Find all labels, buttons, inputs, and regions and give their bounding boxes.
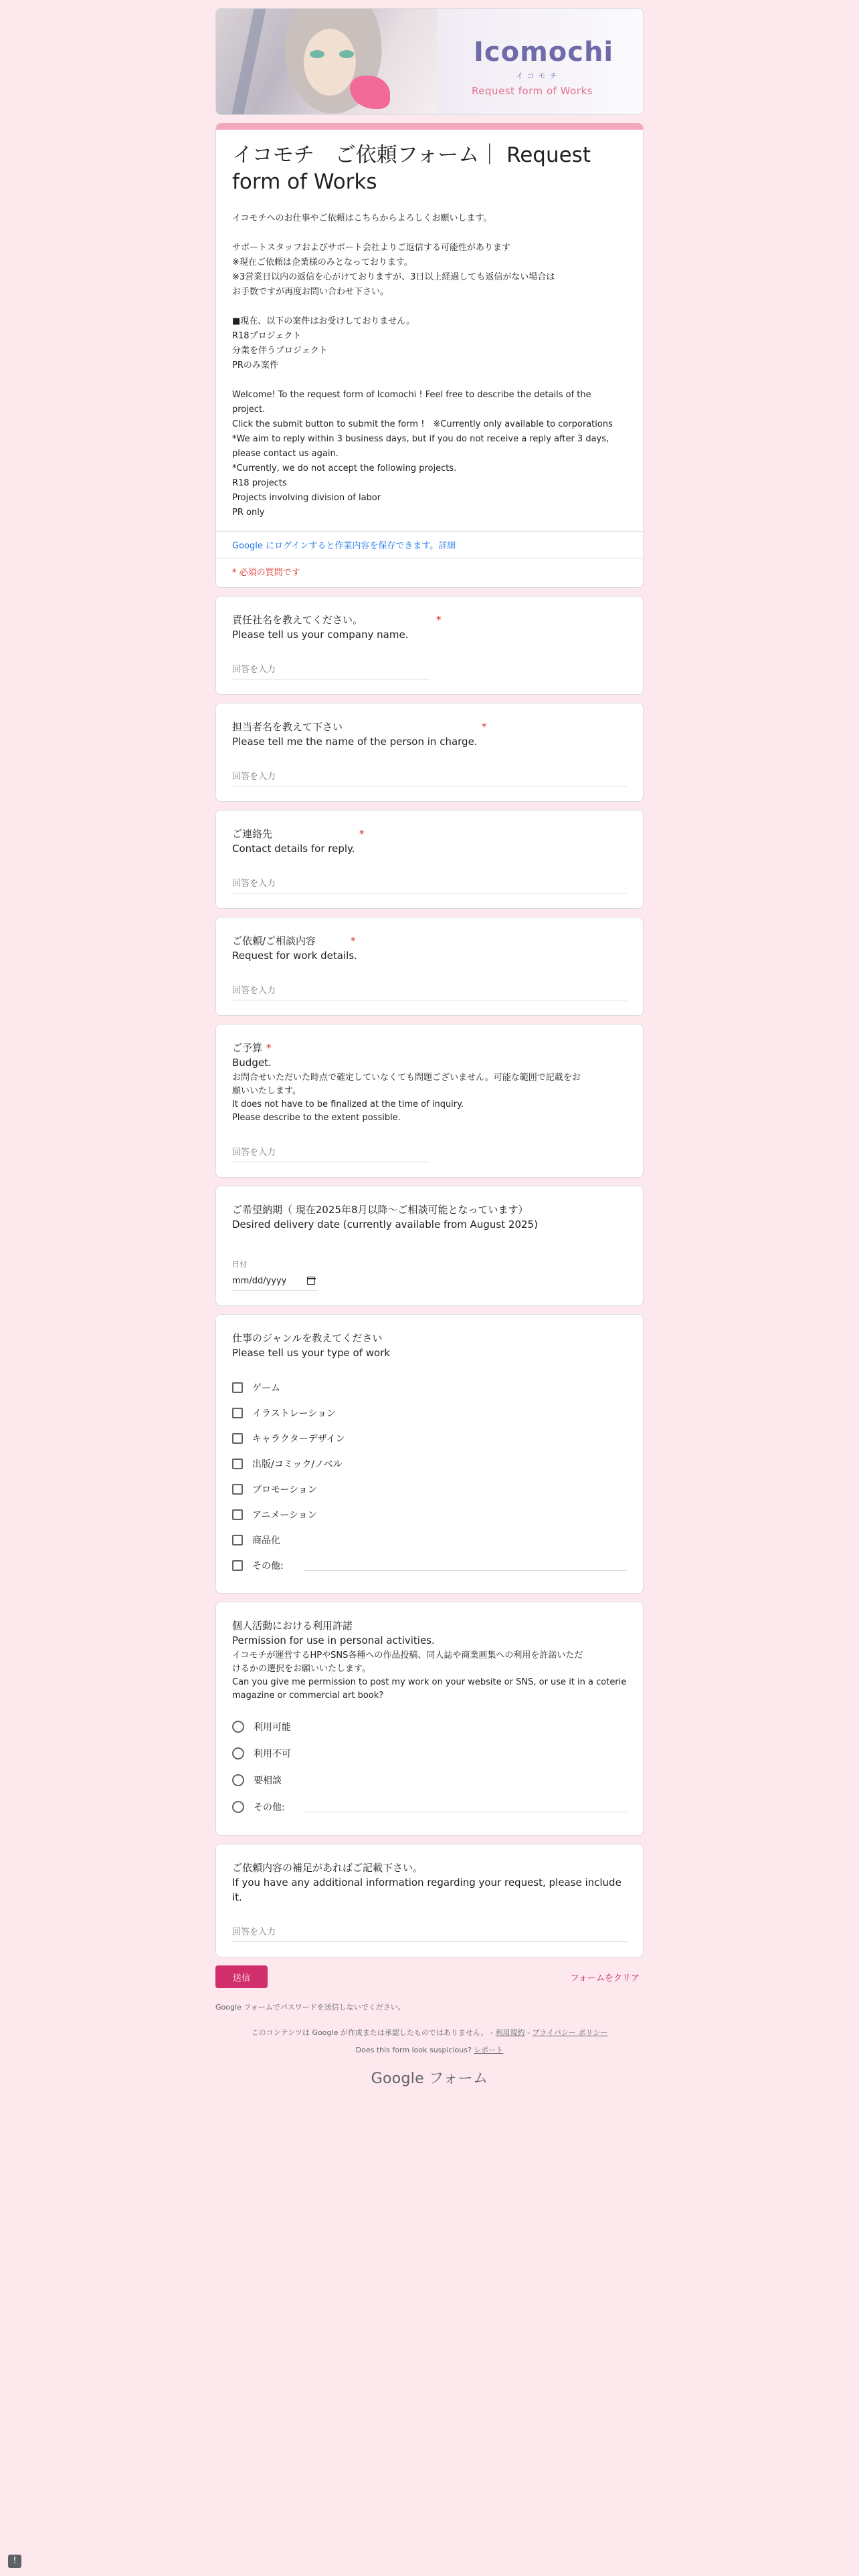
genre-other-input[interactable] <box>304 1561 627 1571</box>
permission-option-available[interactable] <box>232 1713 627 1740</box>
permission-option-other[interactable] <box>232 1794 627 1820</box>
checkbox[interactable] <box>232 1560 243 1571</box>
genre-option-merchandise[interactable] <box>232 1527 627 1553</box>
question-title: ご連絡先 <box>232 828 273 840</box>
option-label: 出版/コミック/ノベル <box>252 1459 343 1470</box>
checkbox[interactable] <box>232 1433 243 1444</box>
question-contact-details <box>215 810 644 909</box>
question-additional-info <box>215 1844 644 1957</box>
date-label: 日付 <box>232 1260 247 1269</box>
option-label: プロモーション <box>252 1485 317 1495</box>
suspicious-notice <box>215 2044 644 2055</box>
header-banner <box>215 8 644 115</box>
permission-other-input[interactable] <box>305 1802 627 1812</box>
option-label: イラストレーション <box>252 1408 337 1419</box>
required-note: * 必須の質問です <box>232 568 300 578</box>
checkbox[interactable] <box>232 1484 243 1495</box>
checkbox[interactable] <box>232 1382 243 1393</box>
required-star: * <box>482 721 487 733</box>
question-subtitle: Request for work details. <box>232 950 357 962</box>
question-request-details <box>215 917 644 1016</box>
question-title: ご予算 <box>232 1042 263 1054</box>
title-accent-bar <box>216 123 643 130</box>
option-label: 要相談 <box>254 1776 282 1786</box>
radio-button[interactable] <box>232 1721 244 1733</box>
login-link[interactable]: Google にログインすると作業内容を保存できます。 <box>232 541 439 551</box>
question-company-name <box>215 596 644 695</box>
genre-option-promotion[interactable] <box>232 1477 627 1502</box>
question-subtitle: Please tell me the name of the person in charge. <box>232 736 478 748</box>
question-title: 個人活動における利用許諾 <box>232 1620 353 1632</box>
question-title: ご希望納期（ 現在2025年8月以降〜ご相談可能となっています） <box>232 1204 529 1216</box>
company-name-input[interactable]: 回答を入力 <box>232 662 430 679</box>
question-delivery-date <box>215 1186 644 1306</box>
question-title: ご依頼内容の補足があればご記載下さい。 <box>232 1862 423 1874</box>
required-star: * <box>266 1042 272 1054</box>
checkbox[interactable] <box>232 1408 243 1418</box>
suspicious-text: Does this form look suspicious? <box>355 2046 474 2054</box>
contact-details-input[interactable]: 回答を入力 <box>232 876 627 893</box>
disclaimer <box>215 2027 644 2038</box>
required-star: * <box>436 614 442 626</box>
question-subtitle: Permission for use in personal activities. <box>232 1634 435 1646</box>
option-label: 利用不可 <box>254 1749 291 1759</box>
terms-link[interactable]: 利用規約 <box>495 2028 525 2037</box>
question-subtitle: Budget. <box>232 1057 272 1069</box>
genre-option-other[interactable] <box>232 1553 627 1578</box>
separator: - <box>524 2028 533 2037</box>
contact-person-input[interactable]: 回答を入力 <box>232 769 627 786</box>
form-description: イコモチへのお仕事やご依頼はこちらからよろしくお願いします。 サポートスタッフおよびサポート会社よりご返信する可能性があります ※現在ご依頼は企業様のみとなっております。 ※3営業日以内の返信を心がけておりますが、3日以上経過しても返信がない場合は お手数ですが再度お問い合わせ下さい。 ■現在、以下の案件はお受けしておりません。 R18プロジェクト 分業を伴うプロジェクト PRのみ案件 Welcome! To the request form of Icomochi ! Feel free to describe the details of the project. Click the submit button to submit the form ! ※Currently only available to corporations *We aim to reply within 3 business days, but if you do not receive a reply after 3 days, please contact us again. *Currently, we do not accept the following projects. R18 projects Projects involving division of labor PR only <box>232 213 613 518</box>
banner-subtitle: Request form of Works <box>472 85 593 97</box>
clear-form-button[interactable]: フォームをクリア <box>570 1973 640 1983</box>
option-label: キャラクターデザイン <box>252 1434 345 1444</box>
login-notice <box>216 532 643 558</box>
banner-logo-kana: イコモチ <box>516 72 561 80</box>
question-title: 責任社名を教えてください。 <box>232 614 363 626</box>
question-title: 担当者名を教えて下さい <box>232 721 343 733</box>
option-label: アニメーション <box>252 1510 317 1521</box>
report-link[interactable]: レポート <box>474 2046 504 2054</box>
option-label: その他: <box>254 1802 285 1813</box>
disclaimer-text: このコンテンツは Google が作成または承認したものではありません。 - <box>251 2028 496 2037</box>
question-subtitle: Desired delivery date (currently available from August 2025) <box>232 1218 538 1230</box>
genre-option-character-design[interactable] <box>232 1426 627 1451</box>
radio-button[interactable] <box>232 1801 244 1813</box>
banner-logo: Icomochi <box>474 37 614 68</box>
question-usage-permission <box>215 1602 644 1836</box>
calendar-icon[interactable] <box>307 1277 315 1285</box>
option-label: 商品化 <box>252 1535 280 1546</box>
radio-button[interactable] <box>232 1747 244 1759</box>
question-subtitle: Contact details for reply. <box>232 843 355 855</box>
details-link[interactable]: 詳細 <box>438 541 456 551</box>
banner-illustration <box>216 9 437 114</box>
permission-option-consult[interactable] <box>232 1767 627 1794</box>
question-subtitle: Please tell us your type of work <box>232 1347 391 1359</box>
question-title: ご依頼/ご相談内容 <box>232 935 316 947</box>
permission-option-not-available[interactable] <box>232 1740 627 1767</box>
option-label: 利用可能 <box>254 1722 291 1733</box>
required-star: * <box>351 935 356 947</box>
question-contact-person <box>215 703 644 802</box>
budget-input[interactable]: 回答を入力 <box>232 1145 430 1162</box>
report-problem-icon[interactable]: ! <box>8 2555 21 2568</box>
additional-info-input[interactable]: 回答を入力 <box>232 1925 627 1942</box>
form-title: イコモチ ご依頼フォーム｜ Request form of Works <box>232 143 591 194</box>
question-help: お問合せいただいた時点で確定していなくても問題ございません。可能な範囲で記載をお 願いいたします。 It does not have to be finalized at the time of inquiry. Please describe to the extent possible. <box>232 1073 581 1123</box>
genre-option-publishing[interactable] <box>232 1451 627 1477</box>
question-help: イコモチが運営するHPやSNS各種への作品投稿、同人誌や商業画集への利用を許諾いただ けるかの選択をお願いいたします。 Can you give me permission to post my work on your website or SNS, or use it in a coterie magazine or commercial art book? <box>232 1650 627 1701</box>
password-warning: Google フォームでパスワードを送信しないでください。 <box>215 2003 405 2012</box>
question-budget <box>215 1024 644 1178</box>
question-title: 仕事のジャンルを教えてください <box>232 1332 383 1344</box>
option-label: ゲーム <box>252 1383 280 1394</box>
checkbox[interactable] <box>232 1509 243 1520</box>
question-subtitle: If you have any additional information regarding your request, please include it. <box>232 1876 622 1903</box>
privacy-link[interactable]: プライバシー ポリシー <box>532 2028 608 2037</box>
genre-option-animation[interactable] <box>232 1502 627 1527</box>
genre-option-game[interactable] <box>232 1375 627 1400</box>
option-label: その他: <box>252 1561 284 1572</box>
date-placeholder: mm/dd/yyyy <box>232 1276 287 1286</box>
form-header-card <box>215 123 644 588</box>
delivery-date-input[interactable] <box>232 1276 318 1291</box>
question-subtitle: Please tell us your company name. <box>232 629 409 641</box>
genre-option-illustration[interactable] <box>232 1400 627 1426</box>
question-work-genre <box>215 1314 644 1594</box>
required-star: * <box>359 828 365 840</box>
google-forms-logo[interactable]: Google フォーム <box>371 2070 488 2087</box>
request-details-input[interactable]: 回答を入力 <box>232 983 627 1000</box>
radio-button[interactable] <box>232 1774 244 1786</box>
submit-button[interactable]: 送信 <box>215 1965 268 1988</box>
checkbox[interactable] <box>232 1459 243 1469</box>
checkbox[interactable] <box>232 1535 243 1545</box>
